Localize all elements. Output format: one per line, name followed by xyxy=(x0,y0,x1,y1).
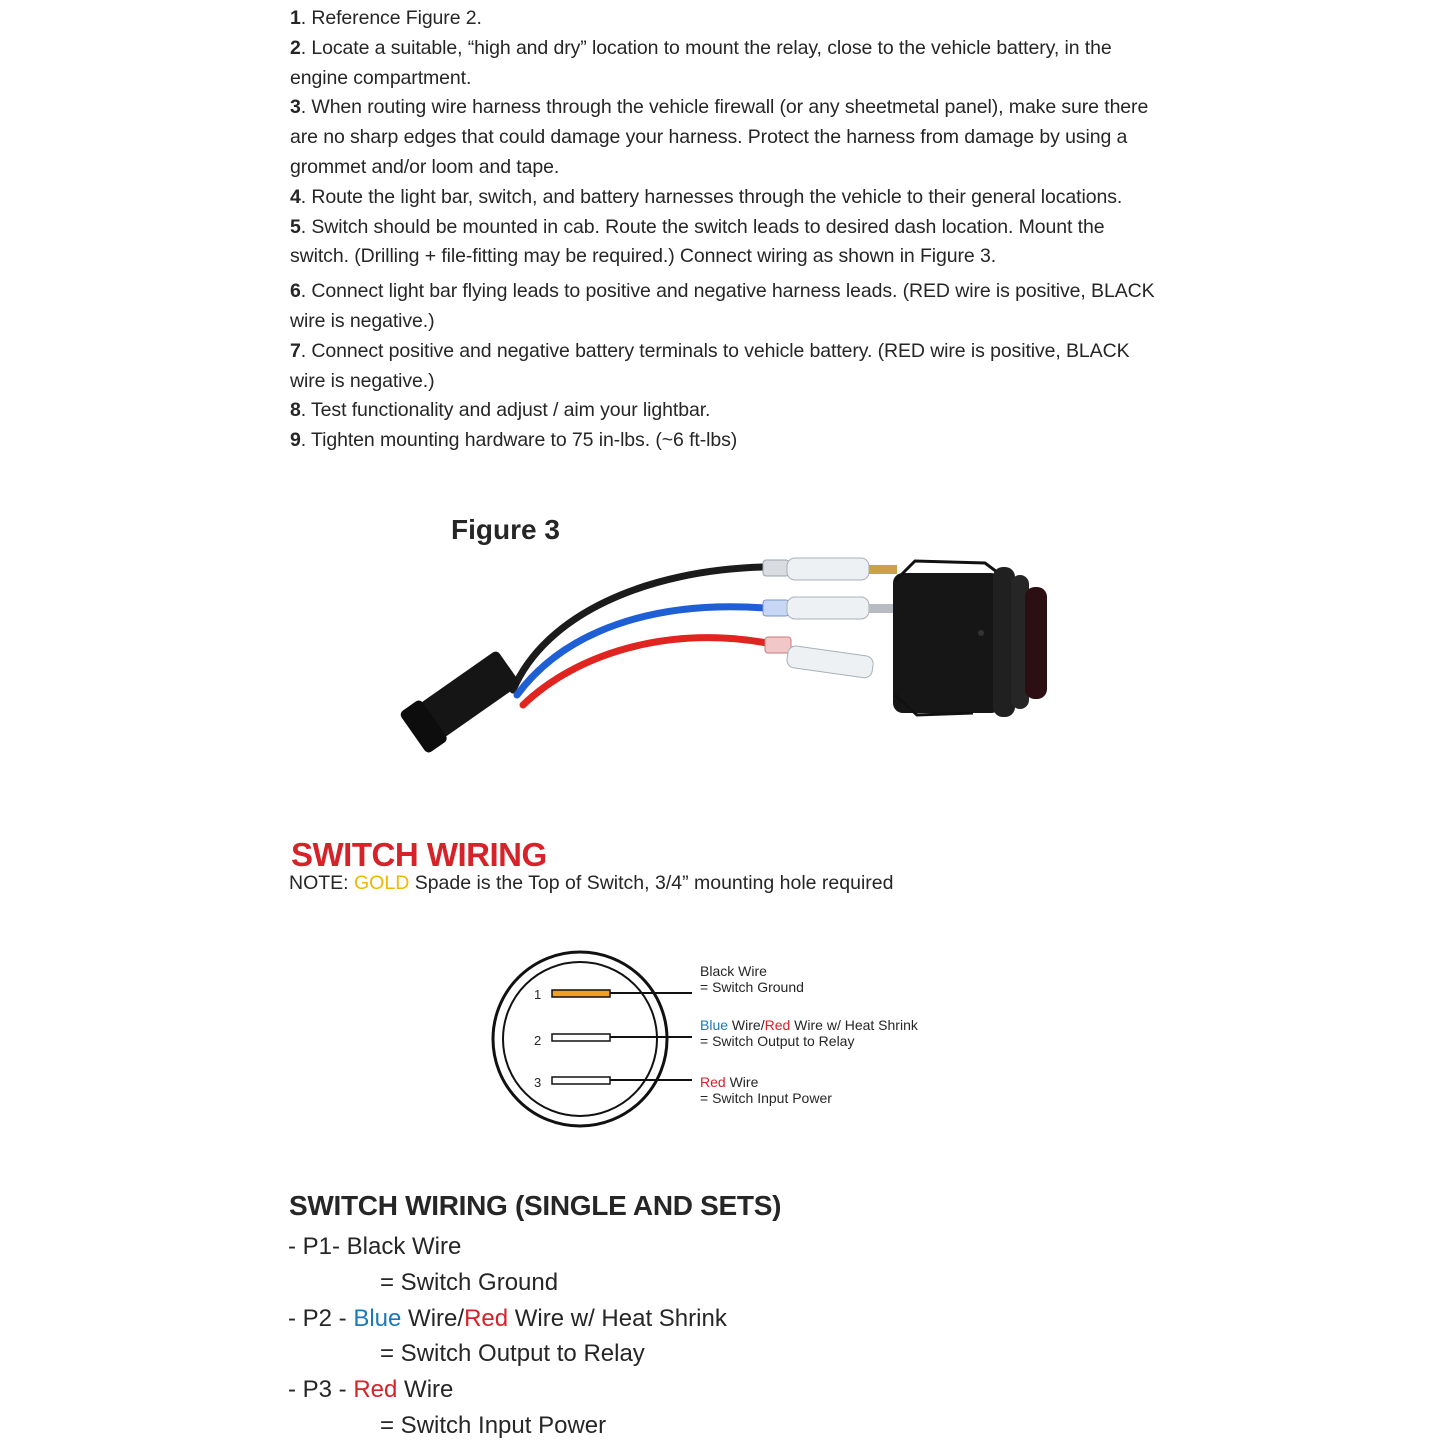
pin-number: 3 xyxy=(534,1075,542,1090)
step-number: 8 xyxy=(290,399,301,422)
blue-text: Blue xyxy=(353,1304,402,1332)
note-rest: Spade is the Top of Switch, 3/4” mounting hole required xyxy=(409,872,894,894)
sets-p3 xyxy=(288,1372,727,1408)
pin-3-function: = Switch Input Power xyxy=(700,1089,832,1106)
sets-title: SWITCH WIRING (SINGLE AND SETS) xyxy=(289,1190,782,1221)
step-number: 6 xyxy=(290,280,301,303)
pin-3-wire xyxy=(700,1075,832,1091)
step-text: . When routing wire harness through the vehicle firewall (or any sheetmetal panel), make sure there are no sharp edges that could damage your harness. Protect the harness from damage by using a grommet and/or loom and tape. xyxy=(290,96,1149,178)
step-9 xyxy=(290,426,1160,456)
pin-2-label xyxy=(700,1018,918,1049)
switch-harness-photo xyxy=(395,545,1065,755)
step-1 xyxy=(290,4,1160,34)
step-number: 2 xyxy=(290,36,301,59)
step-2 xyxy=(290,34,1160,94)
figure-title: Figure 3 xyxy=(451,514,560,545)
wire-text: Wire xyxy=(725,1074,759,1090)
step-4 xyxy=(290,183,1160,213)
sets-p2-function: = Switch Output to Relay xyxy=(380,1340,645,1368)
wire-text: Wire/ xyxy=(728,1017,765,1033)
wire-text: Wire w/ Heat Shrink xyxy=(790,1017,918,1033)
wire-connector-plug xyxy=(399,646,524,754)
wire-text: Wire xyxy=(397,1376,454,1404)
pin-number: 1 xyxy=(534,987,542,1002)
red-text: Red xyxy=(700,1074,726,1090)
pin-prefix: - P2 - xyxy=(288,1304,354,1332)
note-prefix: NOTE: xyxy=(289,872,355,894)
note-gold: GOLD xyxy=(354,872,410,894)
step-number: 4 xyxy=(290,185,301,208)
sets-p1: - P1- Black Wire xyxy=(288,1233,462,1260)
step-number: 1 xyxy=(290,7,301,29)
step-number: 3 xyxy=(290,96,301,119)
black-wire xyxy=(513,567,765,690)
step-number: 9 xyxy=(290,429,301,452)
red-text: Red xyxy=(464,1304,509,1332)
installation-steps xyxy=(290,4,1160,456)
step-7 xyxy=(290,337,1160,397)
pin-prefix: - P3 - xyxy=(288,1376,354,1404)
switch-wiring-title: SWITCH WIRING xyxy=(291,836,547,873)
red-text: Red xyxy=(764,1017,791,1033)
step-8 xyxy=(290,396,1160,426)
step-3 xyxy=(290,93,1160,182)
wire-text: Wire w/ Heat Shrink xyxy=(508,1304,727,1332)
pin-1-wire: Black Wire xyxy=(700,963,767,979)
pin-2-spade xyxy=(552,1034,610,1041)
pin-2-wire xyxy=(700,1018,918,1034)
switch-pin-diagram xyxy=(490,945,930,1140)
pin-1-label xyxy=(700,964,804,995)
sets-list xyxy=(288,1229,727,1444)
sets-p3-function: = Switch Input Power xyxy=(380,1411,607,1439)
wire-text: Wire/ xyxy=(401,1304,465,1332)
step-text: . Switch should be mounted in cab. Route the switch leads to desired dash location. Mount the switch. (Drilling + file-fitting may be required.) Connect wiring as shown in Figure 3. xyxy=(290,215,1105,268)
pin-1-gold-spade xyxy=(552,990,610,997)
rocker-switch-body xyxy=(893,561,1047,717)
step-number: 5 xyxy=(290,215,301,238)
step-text: . Test functionality and adjust / aim your lightbar. xyxy=(300,399,711,422)
pin-1-function: = Switch Ground xyxy=(700,978,804,995)
spade-terminals xyxy=(763,558,897,679)
step-6 xyxy=(290,277,1160,337)
step-5 xyxy=(290,213,1160,273)
pin-3-label xyxy=(700,1075,832,1106)
red-wire xyxy=(523,638,767,705)
pin-2-function: = Switch Output to Relay xyxy=(700,1032,855,1049)
step-text: . Connect positive and negative battery terminals to vehicle battery. (RED wire is positive, BLACK wire is negative.) xyxy=(290,339,1130,392)
sets-p2 xyxy=(288,1301,727,1337)
step-text: . Connect light bar flying leads to positive and negative harness leads. (RED wire is positive, BLACK wire is negative.) xyxy=(290,280,1155,332)
switch-wiring-note xyxy=(289,872,893,895)
red-text: Red xyxy=(353,1376,398,1404)
pin-3-spade xyxy=(552,1077,610,1084)
step-number: 7 xyxy=(290,339,301,362)
step-text: . Route the light bar, switch, and battery harnesses through the vehicle to their general locations. xyxy=(300,185,1123,208)
step-text: . Reference Figure 2. xyxy=(300,7,482,29)
sets-p1-function: = Switch Ground xyxy=(380,1268,559,1296)
blue-text: Blue xyxy=(700,1017,729,1033)
step-text: . Locate a suitable, “high and dry” location to mount the relay, close to the vehicle battery, in the engine compartment. xyxy=(290,36,1112,89)
step-text: . Tighten mounting hardware to 75 in-lbs. (~6 ft-lbs) xyxy=(300,429,738,452)
pin-number: 2 xyxy=(534,1033,542,1048)
